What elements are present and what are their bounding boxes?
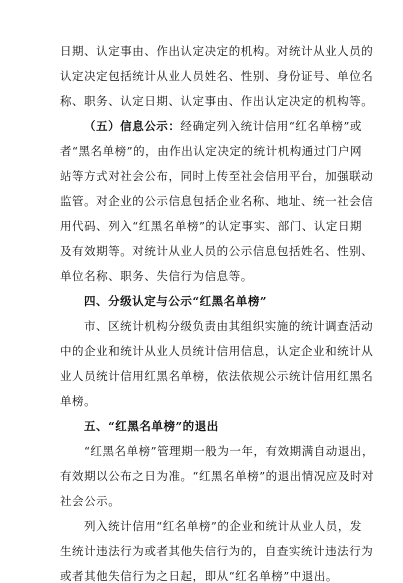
text-line: 及有效期等。对统计从业人员的公示信息包括姓名、性别、 (60, 244, 374, 258)
text-line: 认定决定包括统计从业人员姓名、性别、身份证号、单位名 (60, 69, 374, 83)
text-line: 站等方式对社会公布，同时上传至社会信用平台，加强联动 (60, 169, 374, 183)
text-line: 生统计违法行为或者其他失信行为的，自查实统计违法行为 (60, 544, 374, 558)
text-line: 有效期以公布之日为准。“红黑名单榜”的退出情况应及时对 (60, 469, 375, 483)
section-heading: 五、“红黑名单榜”的退出 (84, 419, 219, 433)
text-line: 单位名称、职务、失信行为信息等。 (60, 269, 253, 283)
text-span: 经确定列入统计信用“红名单榜”或 (180, 119, 362, 133)
text-line: 用代码、列入“红黑名单榜”的认定事实、部门、认定日期 (60, 219, 363, 233)
text-line: 单榜。 (60, 394, 97, 408)
text-line: “红黑名单榜”管理期一般为一年，有效期满自动退出， (84, 444, 375, 458)
text-line: 者“黑名单榜”的，由作出认定决定的统计机构通过门户网 (60, 144, 363, 158)
text-line: 监管。对企业的公示信息包括企业名称、地址、统一社会信 (60, 194, 374, 208)
text-line: 日期、认定事由、作出认定决定的机构。对统计从业人员的 (60, 44, 374, 58)
text-line: 社会公示。 (60, 494, 121, 508)
text-line: 称、职务、认定日期、认定事由、作出认定决定的机构等。 (60, 94, 374, 108)
section-heading: 四、分级认定与公示“红黑名单榜” (84, 294, 268, 308)
text-line: 业人员统计信用红黑名单榜，依法依规公示统计信用红黑名 (60, 369, 374, 383)
text-line: 或者其他失信行为之日起，即从“红名单榜”中退出。 (60, 569, 338, 583)
section-five-heading: （五）信息公示： (84, 119, 181, 133)
text-line: 市、区统计机构分级负责由其组织实施的统计调查活动 (84, 319, 374, 333)
text-line: 列入统计信用“红名单榜”的企业和统计从业人员，发 (84, 519, 362, 533)
text-line: 中的企业和统计从业人员统计信用信息，认定企业和统计从 (60, 344, 374, 358)
section-five-line (84, 119, 360, 133)
